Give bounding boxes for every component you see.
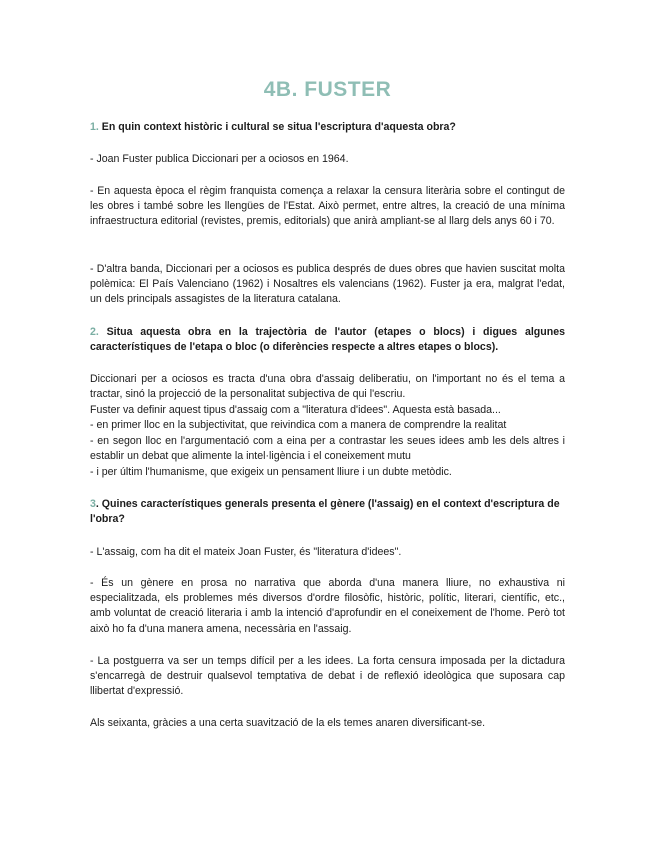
q1-paragraph-2: - En aquesta època el règim franquista comença a relaxar la censura literària sobre el contingut de les obres i també sobre les llengües de l'Estat. Això permet, entre altres, la creació de una mínima infraestructura editorial (revistes, premis, editorials) que anirà ampliant-se al llarg dels anys 60 i 70. — [90, 185, 565, 228]
question-3-heading — [90, 497, 565, 527]
q3-paragraph-2: - És un gènere en prosa no narrativa que aborda d'una manera lliure, no exhaustiva ni especialitzada, els problemes més diversos d'ordre filosòfic, històric, polític, literari, científic, etc., amb voluntat de creació literaria i amb la intenció d'aprofundir en el coneixement de l'home. Però tot això ho fa d'una manera amena, necessària en l'assaig. — [90, 577, 565, 635]
q1-paragraph-3: - D'altra banda, Diccionari per a ociosos es publica després de dues obres que havien suscitat molta polèmica: El País Valenciano (1962) i Nosaltres els valencians (1962). Fuster ja era, malgrat l'edat, un dels principals assagistes de la literatura catalana. — [90, 263, 565, 306]
q3-paragraph-4: Als seixanta, gràcies a una certa suavització de la els temes anaren diversificant-se. — [90, 717, 486, 729]
q1-paragraph-1: - Joan Fuster publica Diccionari per a ociosos en 1964. — [90, 153, 349, 165]
q2-paragraph-3: - en primer lloc en la subjectivitat, que reivindica com a manera de comprendre la realitat — [90, 419, 507, 431]
question-3-number: 3 — [90, 498, 96, 510]
q2-paragraph-2: Fuster va definir aquest tipus d'assaig com a "literatura d'idees". Aquesta està basada... — [90, 404, 501, 416]
q3-paragraph-3: - La postguerra va ser un temps difícil per a les idees. La forta censura imposada per la dictadura s'encarregà de destruir qualsevol temptativa de debat i de reflexió ideològica que suposara cap llibertat d'expressió. — [90, 655, 565, 698]
q3-paragraph-1: - L'assaig, com ha dit el mateix Joan Fuster, és "literatura d'idees". — [90, 546, 402, 558]
page-title: 4B. FUSTER — [263, 78, 392, 101]
question-2-number: 2. — [90, 326, 99, 338]
q2-paragraph-5: - i per últim l'humanisme, que exigeix un pensament lliure i un dubte metòdic. — [90, 466, 452, 478]
q2-paragraph-1: Diccionari per a ociosos es tracta d'una obra d'assaig deliberatiu, on l'important no és el tema a tractar, sinó la projecció de la personalitat subjectiva de qui l'escriu. — [90, 373, 565, 401]
question-1-text: En quin context històric i cultural se situa l'escriptura d'aquesta obra? — [98, 121, 456, 133]
question-1-number: 1. — [90, 121, 99, 133]
question-1-heading — [90, 120, 565, 135]
q2-paragraph-4: - en segon lloc en l'argumentació com a eina per a contrastar les seues idees amb les dels altres i establir un debat que alimente la intel·ligència i el coneixement mutu — [90, 435, 565, 463]
question-3-text: . Quines característiques generals presenta el gènere (l'assaig) en el context d'escriptura de l'obra? — [90, 498, 560, 526]
question-2-heading — [90, 325, 565, 355]
question-2-text: Situa aquesta obra en la trajectòria de l'autor (etapes o blocs) i digues algunes característiques de l'etapa o bloc (o diferències respecte a altres etapes o blocs). — [90, 326, 565, 354]
